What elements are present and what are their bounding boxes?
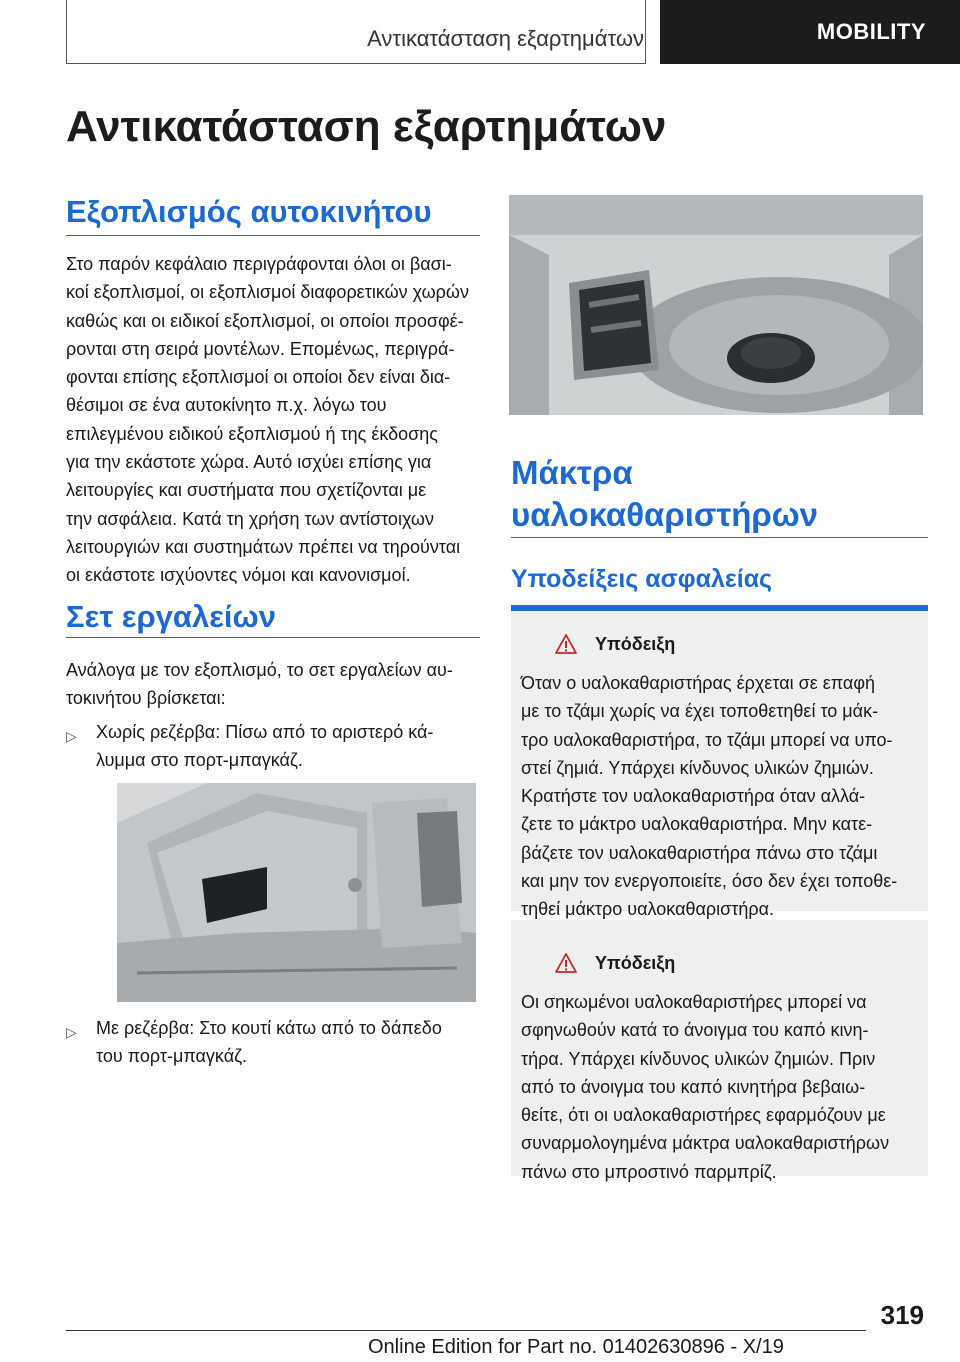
warning-text: Οι σηκωμένοι υαλοκαθαριστήρες μπορεί να σφηνωθούν κατά το άνοιγμα του καπό κινη‐ τήρα. Υπάρχει κίνδυνος υλικών ζημιών. Πριν από το άνοιγμα του καπό κινητήρα βεβαιω‐ θείτε, ότι οι υαλοκαθαριστήρες εφαρμόζουν με συναρμολογημένα μάκτρα υαλοκαθαριστήρων πάνω στο μπροστινό παρμπρίζ. — [521, 992, 890, 1182]
heading-toolkit: Σετ εργαλείων — [66, 599, 276, 634]
trunk-side-panel-image — [117, 783, 476, 1002]
heading-rule — [66, 637, 480, 638]
heading-wiper-blades-line1: Μάκτρα — [511, 454, 633, 491]
footer-edition: Online Edition for Part no. 01402630896 - X/19 — [368, 1336, 784, 1358]
heading-rule — [66, 235, 480, 236]
warning-box-1 — [511, 611, 928, 920]
warning-box-2 — [511, 920, 928, 1182]
vehicle-equipment-text: Στο παρόν κεφάλαιο περιγράφονται όλοι οι βασι‐ κοί εξοπλισμοί, οι εξοπλισμοί διαφορετικών χωρών καθώς και οι ειδικοί εξοπλισμοί, οι οποίοι προσφέ‐ ρονται στη σειρά μοντέλων. Επομένως, περιγρά‐ φονται επίσης εξοπλισμοί οι οποίοι δεν είναι δια‐ θέσιμοι σε ένα αυτοκίνητο π.χ. λόγω του επιλεγμένου ειδικού εξοπλισμού ή της έκδοσης για την εκάστοτε χώρα. Αυτό ισχύει επίσης για λειτουργίες και συστήματα που σχετίζονται με την ασφάλεια. Κατά τη χρήση των αντίστοιχων λειτουργιών και συστημάτων πρέπει να τηρούνται οι εκάστοτε ισχύοντες νόμοι και κανονισμοί. — [66, 254, 469, 586]
warning-title: Υπόδειξη — [595, 633, 676, 654]
header-section-title: Αντικατάσταση εξαρτημάτων — [367, 26, 644, 51]
toolkit-intro: Ανάλογα με τον εξοπλισμό, το σετ εργαλείων αυ‐ τοκινήτου βρίσκεται: — [66, 660, 453, 709]
heading-vehicle-equipment: Εξοπλισμός αυτοκινήτου — [66, 194, 432, 229]
heading-rule — [511, 537, 928, 538]
toolkit-bullet-no-spare: ▷ Χωρίς ρεζέρβα: Πίσω από το αριστερό κά‐ λυμμα στο πορτ-μπαγκάζ. — [66, 718, 486, 775]
warning-title: Υπόδειξη — [595, 952, 676, 973]
page-number: 319 — [880, 1300, 924, 1330]
bullet-triangle-icon: ▷ — [66, 728, 77, 744]
page-title: Αντικατάσταση εξαρτημάτων — [66, 102, 667, 151]
spare-wheel-toolbox-image — [509, 195, 923, 415]
toolkit-bullet-with-spare: ▷ Με ρεζέρβα: Στο κουτί κάτω από το δάπεδο του πορτ-μπαγκάζ. — [66, 1014, 486, 1071]
subheading-safety-notes: Υποδείξεις ασφαλείας — [511, 565, 773, 593]
warning-triangle-icon — [555, 634, 577, 654]
warning-text: Όταν ο υαλοκαθαριστήρας έρχεται σε επαφή με το τζάμι χωρίς να έχει τοποθετηθεί το μάκ‐ τρο υαλοκαθαριστήρα, το τζάμι μπορεί να υπο‐ στεί ζημιά. Υπάρχει κίνδυνος υλικών ζημιών. Κρατήστε τον υαλοκαθαριστήρα όταν αλλά‐ ζετε το μάκτρο υαλοκαθαριστήρα. Μην κατε‐ βάζετε τον υαλοκαθαριστήρα πάνω στο τζάμι και μην τον ενεργοποιείτε, όσο δεν έχει τοποθε‐ τηθεί μάκτρο υαλοκαθαριστήρα. — [521, 673, 898, 920]
header-tab-mobility[interactable]: MOBILITY — [660, 0, 960, 64]
footer-rule — [66, 1330, 866, 1331]
heading-wiper-blades-line2: υαλοκαθαριστήρων — [511, 496, 819, 533]
warning-triangle-icon — [555, 953, 577, 973]
bullet-triangle-icon: ▷ — [66, 1024, 77, 1040]
